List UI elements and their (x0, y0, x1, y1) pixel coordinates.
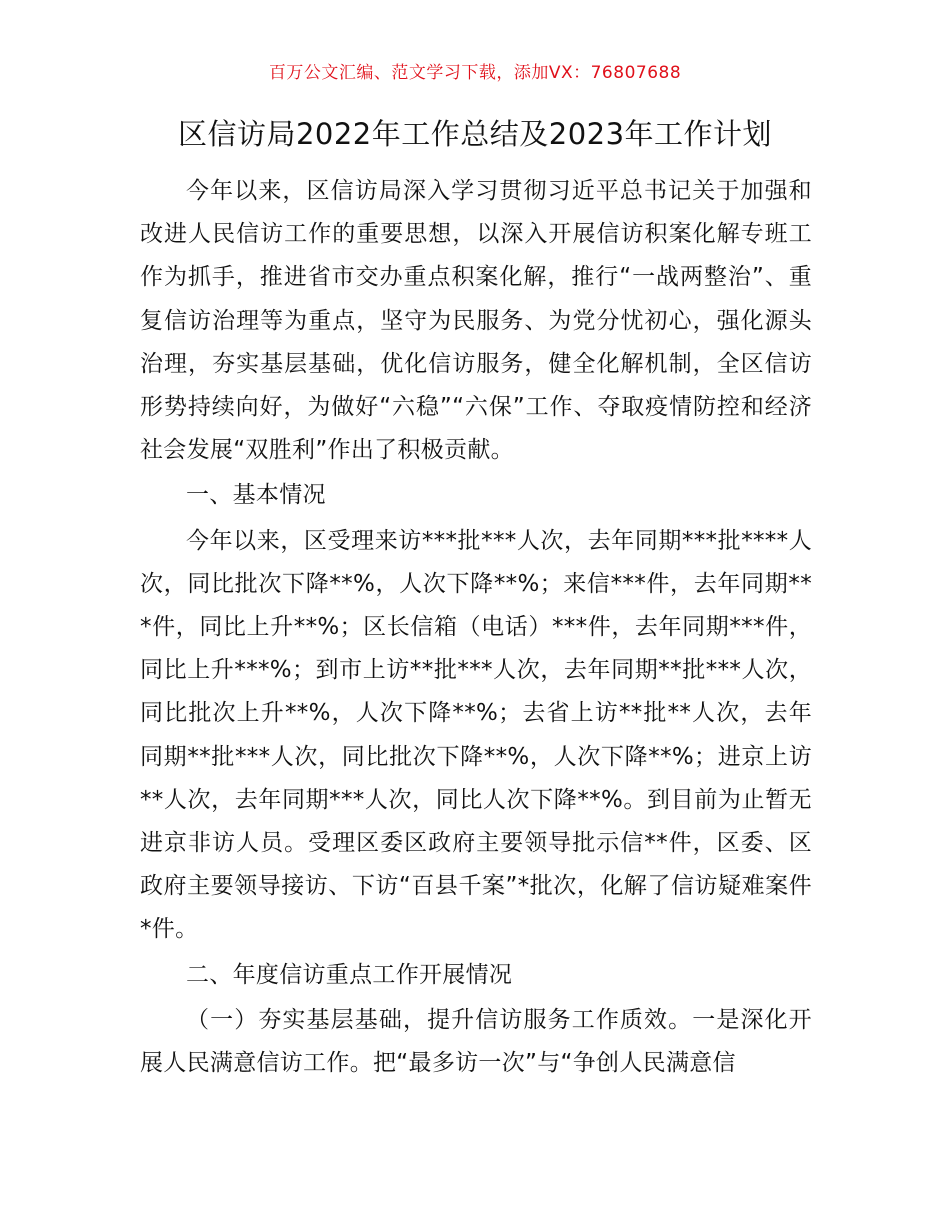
subsection-paragraph-1: （一）夯实基层基础，提升信访服务工作质效。一是深化开展人民满意信访工作。把“最多访一次”与“争创人民满意信 (140, 1006, 812, 1077)
watermark-banner: 百万公文汇编、范文学习下载，添加VX：76807688 (268, 63, 682, 83)
document-title: 区信访局2022年工作总结及2023年工作计划 (177, 117, 773, 151)
section-heading-basic-info: 一、基本情况 (186, 482, 326, 509)
basic-info-paragraph: 今年以来，区受理来访***批***人次，去年同期***批****人次，同比批次下降**%，人次下降**%；来信***件，去年同期***件，同比上升**%；区长信箱（电话）***件，去年同期***件，同比上升***%；到市上访**批***人次，去年同期**批***人次，同比批次上升**%，人次下降**%；去省上访**批**人次，去年同期**批***人次，同比批次下降**%，人次下降**%；进京上访**人次，去年同期***人次，同比人次下降**%。到目前为止暂无进京非访人员。受理区委区政府主要领导批示信**件，区委、区政府主要领导接访、下访“百县千案”*批次，化解了信访疑难案件*件。 (140, 527, 812, 943)
document-body (140, 170, 812, 1085)
section-heading-key-work: 二、年度信访重点工作开展情况 (186, 961, 513, 988)
intro-paragraph: 今年以来，区信访局深入学习贯彻习近平总书记关于加强和改进人民信访工作的重要思想，以深入开展信访积案化解专班工作为抓手，推进省市交办重点积案化解，推行“一战两整治”、重复信访治理等为重点，坚守为民服务、为党分忧初心，强化源头治理，夯实基层基础，优化信访服务，健全化解机制，全区信访形势持续向好，为做好“六稳”“六保”工作、夺取疫情防控和经济社会发展“双胜利”作出了积极贡献。 (140, 178, 812, 464)
